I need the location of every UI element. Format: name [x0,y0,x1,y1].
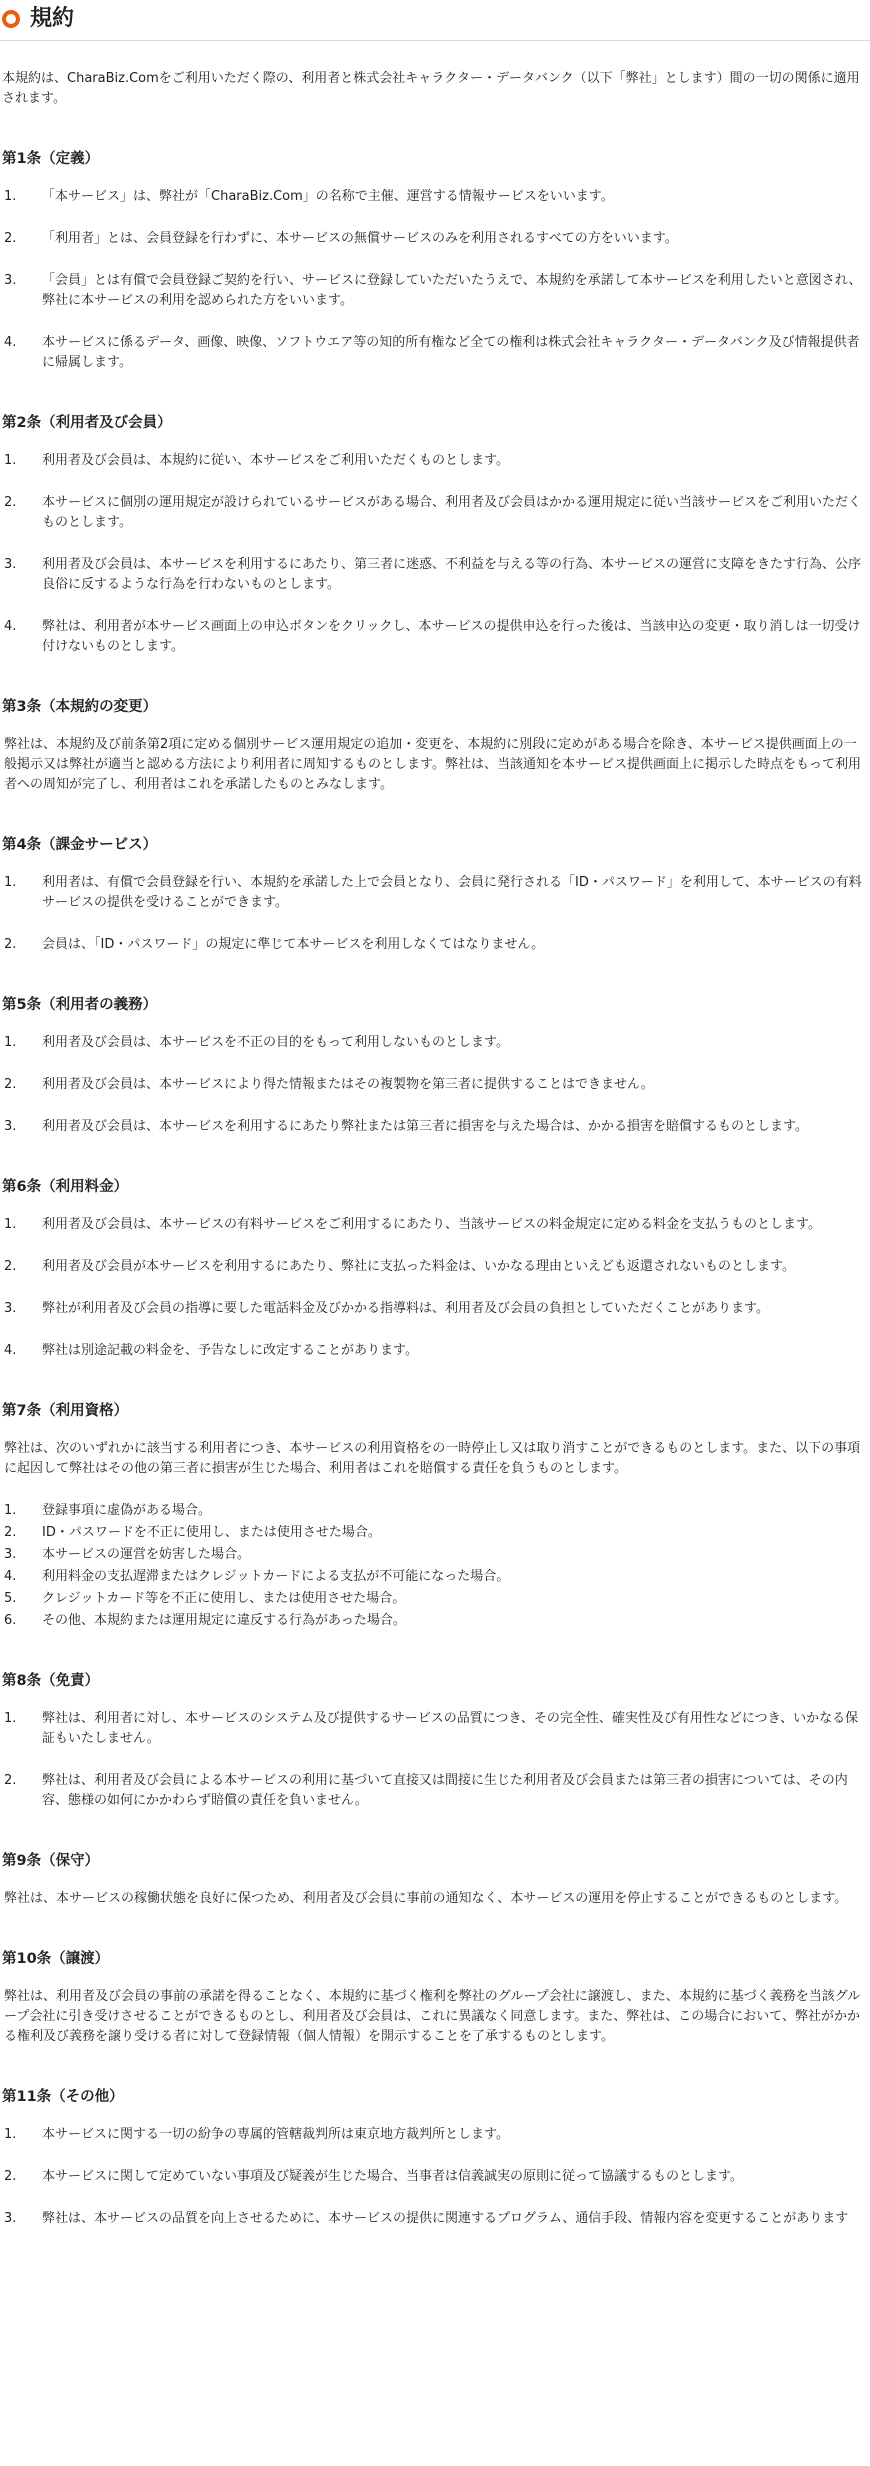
list-item [2,451,868,471]
item-number: 3. [4,1119,17,1134]
list-item [2,1567,868,1587]
article-heading: 第4条（課金サービス） [2,837,158,853]
item-text: ID・パスワードを不正に使用し、または使用させた場合。 [42,1525,381,1540]
clause-list [2,2125,868,2229]
item-text: 利用者は、有償で会員登録を行い、本規約を承諾した上で会員となり、会員に発行される「ID・パスワード」を利用して、本サービスの有料サービスの提供を受けることができます。 [42,875,862,910]
article-heading: 第2条（利用者及び会員） [2,415,172,431]
item-number: 1. [4,1711,17,1726]
item-text: 利用者及び会員は、本サービスを利用するにあたり、第三者に迷惑、不利益を与える等の行為、本サービスの運営に支障をきたす行為、公序良俗に反するような行為を行わないものとします。 [42,557,862,592]
list-item [2,1709,868,1749]
list-item [2,1117,868,1137]
item-number: 2. [4,1259,17,1274]
item-number: 1. [4,1217,17,1232]
page-title: 規約 [30,6,75,31]
article-body [0,1889,870,1909]
item-number: 5. [4,1591,17,1606]
list-item [2,617,868,657]
page-header [0,0,870,41]
list-item [2,229,868,249]
item-number: 6. [4,1613,17,1628]
item-text: 利用者及び会員は、本サービスの有料サービスをご利用するにあたり、当該サービスの料金規定に定める料金を支払うものとします。 [42,1217,821,1232]
article-heading: 第6条（利用料金） [2,1179,129,1195]
item-number: 2. [4,1077,17,1092]
item-text: 登録事項に虚偽がある場合。 [42,1503,212,1518]
item-number: 4. [4,619,17,634]
article-10 [0,1949,870,2047]
clause-list [2,873,868,955]
list-item [2,1771,868,1811]
item-text: 弊社は、本サービスの品質を向上させるために、本サービスの提供に関連するプログラム、通信手段、情報内容を変更することがあります [42,2211,849,2226]
item-text: 「会員」とは有償で会員登録ご契約を行い、サービスに登録していただいたうえで、本規約を承諾して本サービスを利用したいと意図され、弊社に本サービスの利用を認められた方をいいます。 [42,273,862,308]
article-paragraph: 弊社は、本規約及び前条第2項に定める個別サービス運用規定の追加・変更を、本規約に別段に定めがある場合を除き、本サービス提供画面上の一般掲示又は弊社が適当と認める方法により利用者に周知するものとします。弊社は、当該通知を本サービス提供画面上に掲示した時点をもって利用者への周知が完了し、利用者はこれを承諾したものとみなします。 [4,737,861,792]
list-item [2,2209,868,2229]
article-heading: 第1条（定義） [2,151,100,167]
item-number: 4. [4,1343,17,1358]
item-number: 2. [4,2169,17,2184]
item-number: 3. [4,557,17,572]
clause-list [2,187,868,373]
list-item [2,187,868,207]
article-body [0,187,870,373]
list-item [2,1075,868,1095]
article-body [0,2125,870,2229]
article-body [0,735,870,795]
list-item [2,1501,868,1521]
clause-list [2,1215,868,1361]
item-number: 4. [4,1569,17,1584]
intro-text: 本規約は、CharaBiz.Comをご利用いただく際の、利用者と株式会社キャラクター・データバンク（以下「弊社」とします）間の一切の関係に適用されます。 [2,71,860,106]
list-item [2,333,868,373]
article-body [0,1709,870,1811]
article-body [0,1987,870,2047]
item-number: 2. [4,1773,17,1788]
articles-container [0,149,870,2229]
item-text: 利用者及び会員は、本サービスを不正の目的をもって利用しないものとします。 [42,1035,509,1050]
item-number: 2. [4,937,17,952]
item-text: 弊社は、利用者及び会員による本サービスの利用に基づいて直接又は間接に生じた利用者及び会員または第三者の損害については、その内容、態様の如何にかかわらず賠償の責任を負いません。 [42,1773,848,1808]
list-item [2,1257,868,1277]
condition-list [2,1501,868,1631]
list-item [2,1341,868,1361]
item-text: 利用者及び会員は、本規約に従い、本サービスをご利用いただくものとします。 [42,453,509,468]
item-text: 利用料金の支払遅滞またはクレジットカードによる支払が不可能になった場合。 [42,1569,510,1584]
item-number: 3. [4,1301,17,1316]
list-item [2,555,868,595]
article-paragraph: 弊社は、次のいずれかに該当する利用者につき、本サービスの利用資格をの一時停止し又は取り消すことができるものとします。また、以下の事項に起因して弊社はその他の第三者に損害が生じた場合、利用者はこれを賠償する責任を負うものとします。 [4,1441,861,1476]
article-7 [0,1401,870,1631]
article-4 [0,835,870,955]
item-text: その他、本規約または運用規定に違反する行為があった場合。 [42,1613,406,1628]
article-5 [0,995,870,1137]
item-number: 1. [4,2127,17,2142]
item-text: 本サービスの運営を妨害した場合。 [42,1547,251,1562]
article-6 [0,1177,870,1361]
article-heading: 第5条（利用者の義務） [2,997,158,1013]
item-number: 1. [4,875,17,890]
article-heading: 第8条（免責） [2,1673,100,1689]
item-number: 1. [4,1035,17,1050]
item-text: 弊社は、利用者が本サービス画面上の申込ボタンをクリックし、本サービスの提供申込を行った後は、当該申込の変更・取り消しは一切受け付けないものとします。 [42,619,861,654]
item-text: 弊社は、利用者に対し、本サービスのシステム及び提供するサービスの品質につき、その完全性、確実性及び有用性などにつき、いかなる保証もいたしません。 [42,1711,859,1746]
list-item [2,1611,868,1631]
item-text: 弊社が利用者及び会員の指導に要した電話料金及びかかる指導料は、利用者及び会員の負担としていただくことがあります。 [42,1301,769,1316]
clause-list [2,1709,868,1811]
item-number: 4. [4,335,17,350]
item-text: 利用者及び会員は、本サービスにより得た情報またはその複製物を第三者に提供することはできません。 [42,1077,654,1092]
item-text: 本サービスに個別の運用規定が設けられているサービスがある場合、利用者及び会員はかかる運用規定に従い当該サービスをご利用いただくものとします。 [42,495,862,530]
item-number: 1. [4,1503,17,1518]
list-item [2,1033,868,1053]
list-item [2,1215,868,1235]
article-heading: 第11条（その他） [2,2089,124,2105]
article-11 [0,2087,870,2229]
clause-list [2,451,868,657]
list-item [2,2167,868,2187]
clause-list [2,1033,868,1137]
article-heading: 第3条（本規約の変更） [2,699,158,715]
article-heading: 第10条（譲渡） [2,1951,110,1967]
item-text: 「本サービス」は、弊社が「CharaBiz.Com」の名称で主催、運営する情報サービスをいいます。 [42,189,614,204]
list-item [2,2125,868,2145]
item-text: 本サービスに関して定めていない事項及び疑義が生じた場合、当事者は信義誠実の原則に従って協議するものとします。 [42,2169,743,2184]
item-number: 1. [4,453,17,468]
list-item [2,935,868,955]
item-text: 本サービスに係るデータ、画像、映像、ソフトウエア等の知的所有権など全ての権利は株式会社キャラクター・データバンク及び情報提供者に帰属します。 [42,335,860,370]
list-item [2,1523,868,1543]
item-number: 3. [4,1547,17,1562]
item-text: 利用者及び会員が本サービスを利用するにあたり、弊社に支払った料金は、いかなる理由といえども返還されないものとします。 [42,1259,795,1274]
item-number: 3. [4,273,17,288]
article-heading: 第7条（利用資格） [2,1403,129,1419]
article-8 [0,1671,870,1811]
article-heading: 第9条（保守） [2,1853,100,1869]
article-body [0,1439,870,1631]
item-text: 本サービスに関する一切の紛争の専属的管轄裁判所は東京地方裁判所とします。 [42,2127,509,2142]
article-body [0,873,870,955]
article-9 [0,1851,870,1909]
article-2 [0,413,870,657]
item-text: 会員は、「ID・パスワード」の規定に準じて本サービスを利用しなくてはなりません。 [42,937,545,952]
item-text: クレジットカード等を不正に使用し、または使用させた場合。 [42,1591,406,1606]
list-item [2,1589,868,1609]
item-number: 1. [4,189,17,204]
item-number: 2. [4,495,17,510]
list-item [2,873,868,913]
item-number: 2. [4,1525,17,1540]
list-item [2,1299,868,1319]
item-text: 「利用者」とは、会員登録を行わずに、本サービスの無償サービスのみを利用されるすべての方をいいます。 [42,231,678,246]
article-body [0,1033,870,1137]
orange-ring-icon [2,10,20,28]
list-item [2,271,868,311]
article-3 [0,697,870,795]
article-1 [0,149,870,373]
item-text: 利用者及び会員は、本サービスを利用するにあたり弊社または第三者に損害を与えた場合は、かかる損害を賠償するものとします。 [42,1119,808,1134]
item-text: 弊社は別途記載の料金を、予告なしに改定することがあります。 [42,1343,418,1358]
list-item [2,1545,868,1565]
list-item [2,493,868,533]
article-body [0,1215,870,1361]
item-number: 3. [4,2211,17,2226]
item-number: 2. [4,231,17,246]
article-paragraph: 弊社は、本サービスの稼働状態を良好に保つため、利用者及び会員に事前の通知なく、本サービスの運用を停止することができるものとします。 [4,1891,848,1906]
article-paragraph: 弊社は、利用者及び会員の事前の承諾を得ることなく、本規約に基づく権利を弊社のグループ会社に譲渡し、また、本規約に基づく義務を当該グループ会社に引き受けさせることができるものとし、利用者及び会員は、これに異議なく同意します。また、弊社は、この場合において、弊社がかかる権利及び義務を譲り受ける者に対して登録情報（個人情報）を開示することを了承するものとします。 [4,1989,861,2044]
article-body [0,451,870,657]
